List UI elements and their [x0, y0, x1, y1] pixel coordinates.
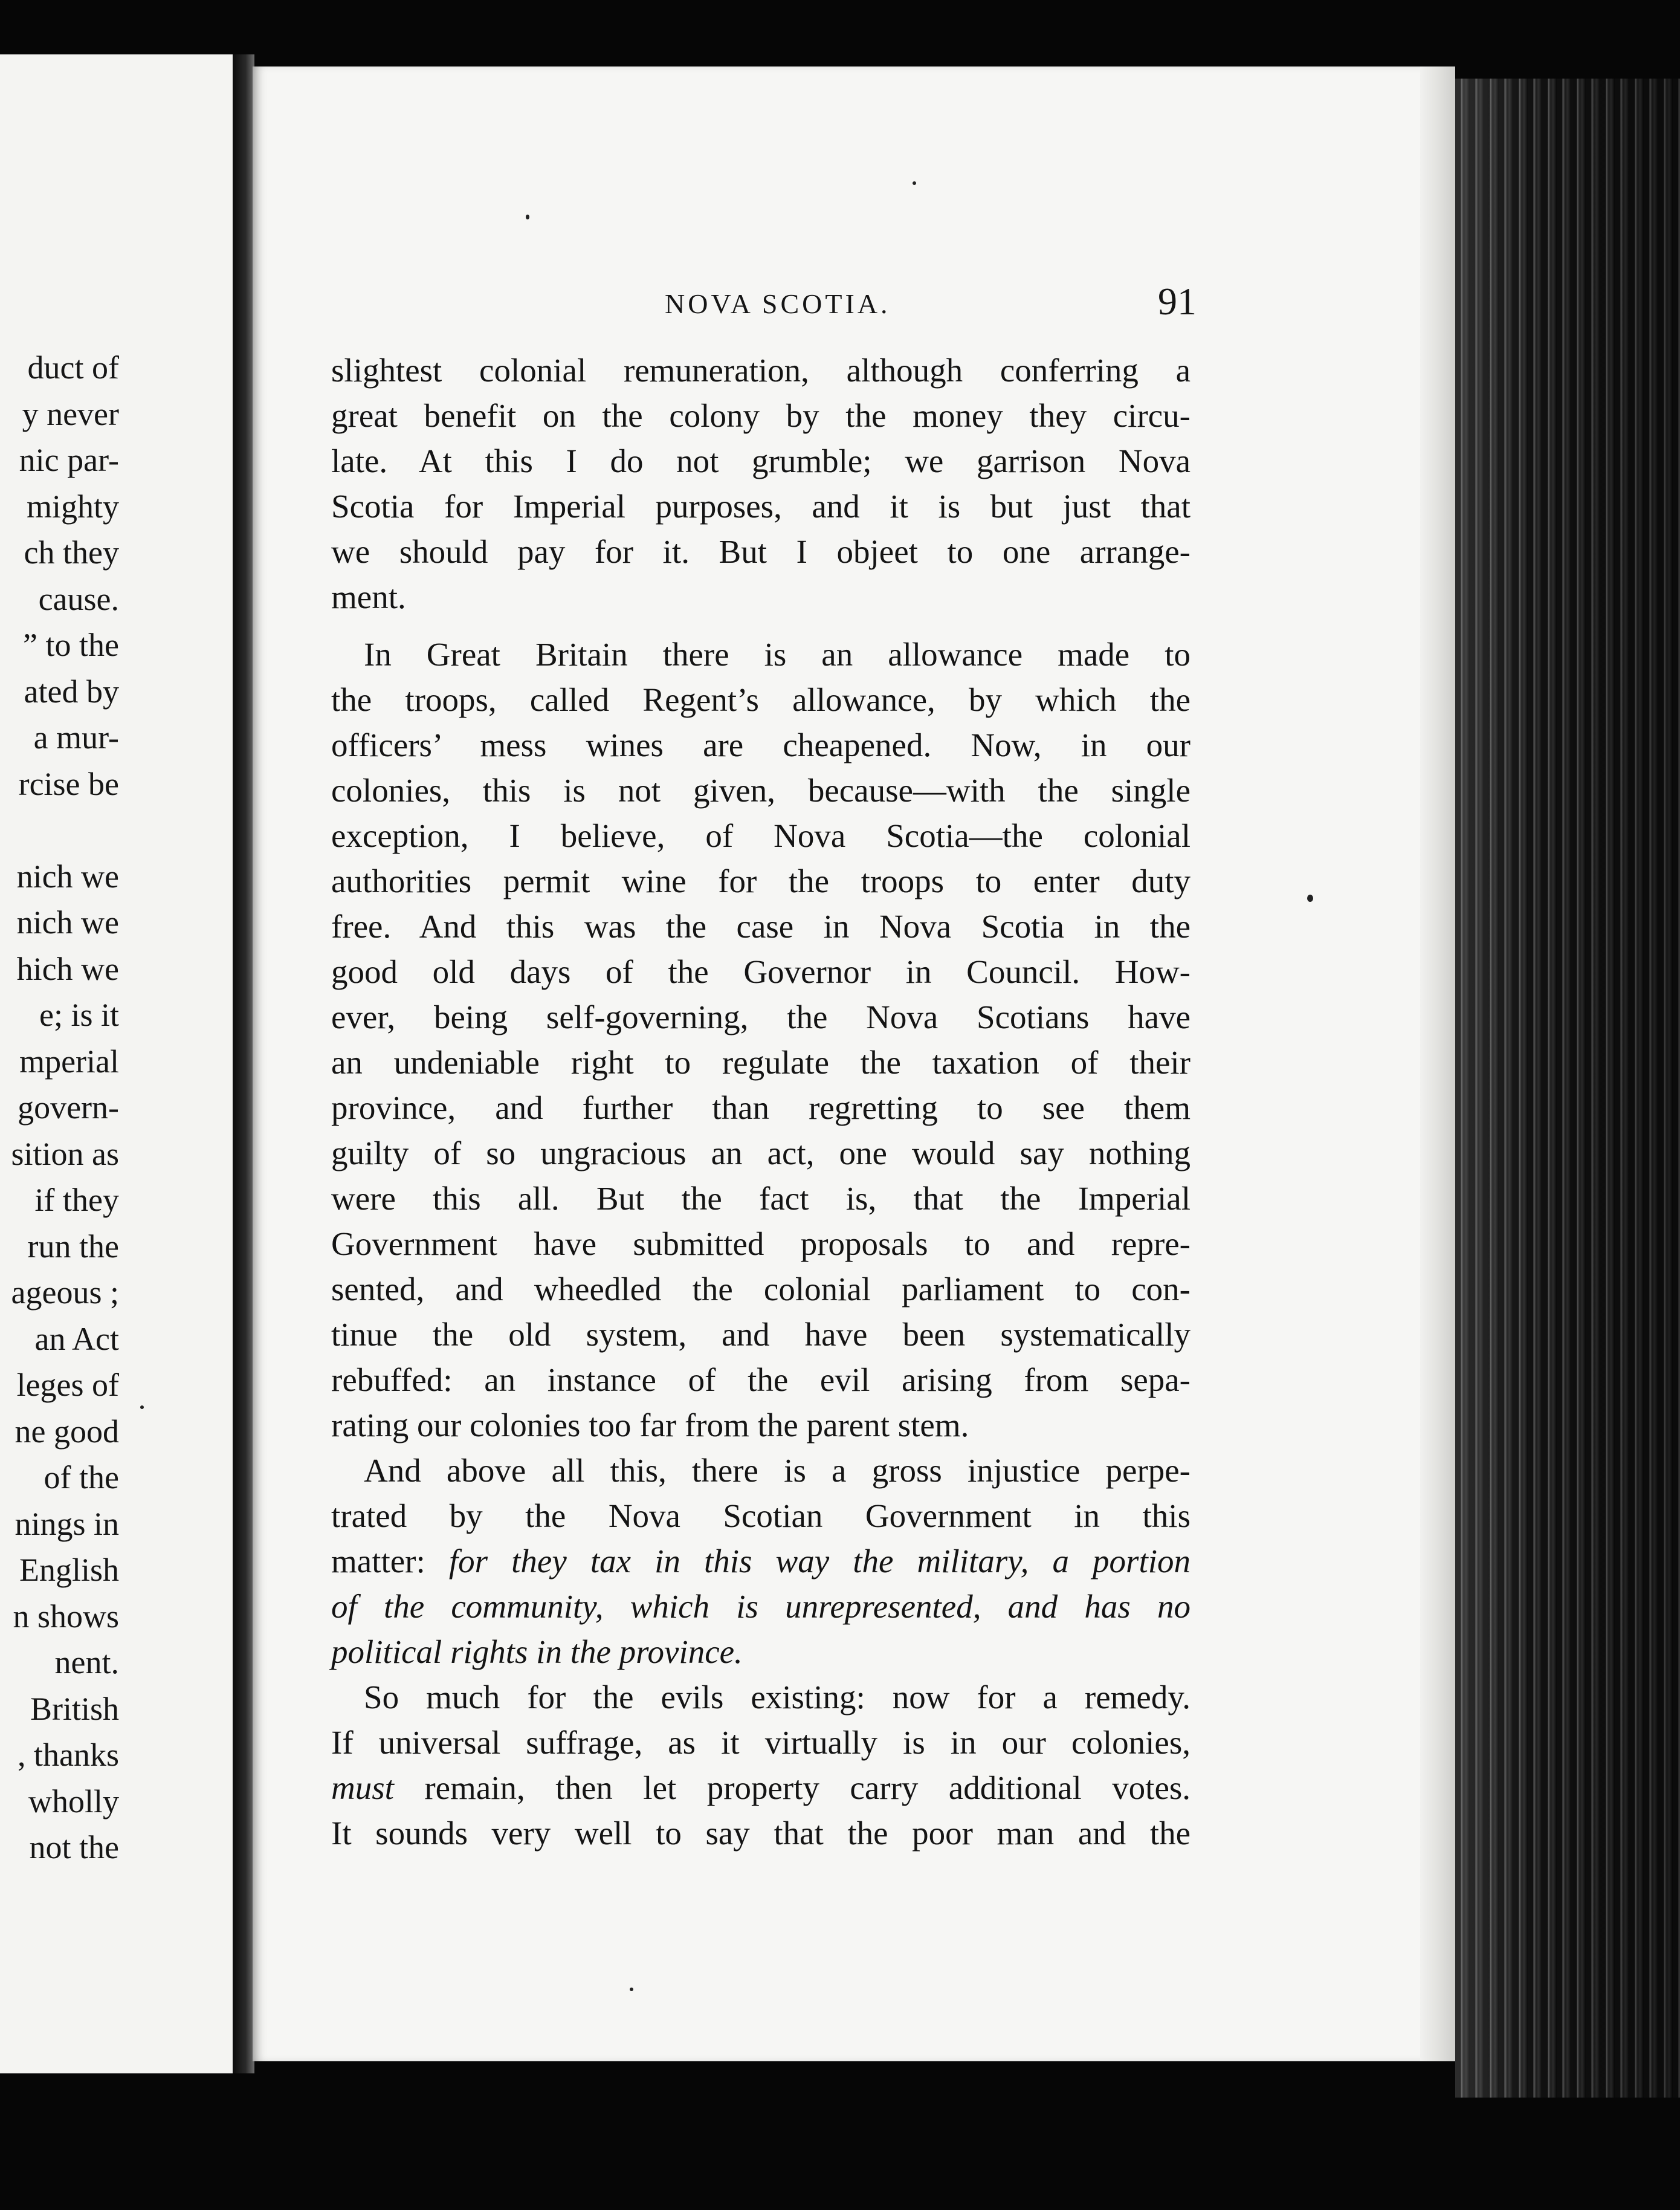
- text-line: rebuffed: an instance of the evil arising from sepa-: [331, 1361, 1191, 1398]
- italic-text-run: for they tax in this way the military, a portion: [448, 1543, 1191, 1580]
- text-line: ment.: [331, 578, 406, 615]
- text-line: exception, I believe, of Nova Scotia—the colonial: [331, 817, 1191, 854]
- italic-text-run: of the community, which is unrepresented, and has no: [331, 1588, 1191, 1625]
- left-page-line: nent.: [54, 1644, 119, 1680]
- text-run: remain, then let property carry additional votes.: [424, 1769, 1191, 1806]
- left-page-line: , thanks: [18, 1737, 119, 1773]
- left-page-line: hich we: [16, 950, 119, 987]
- text-line: the troops, called Regent’s allowance, by which the: [331, 681, 1191, 718]
- scan-speck: [913, 181, 916, 185]
- text-run: matter:: [331, 1543, 425, 1580]
- text-line: So much for the evils existing: now for a remedy.: [364, 1679, 1191, 1716]
- left-page-line: rcise be: [18, 765, 119, 802]
- left-page-line: of the: [44, 1459, 119, 1495]
- text-line: late. At this I do not grumble; we garrison Nova: [331, 442, 1191, 479]
- scan-speck: [526, 215, 529, 219]
- text-line: And above all this, there is a gross injustice perpe-: [364, 1452, 1191, 1489]
- text-line: trated by the Nova Scotian Government in this: [331, 1497, 1191, 1534]
- running-title: NOVA SCOTIA.: [665, 288, 891, 319]
- italic-text-run: must: [331, 1769, 394, 1806]
- left-page-line: ageous ;: [11, 1274, 119, 1311]
- left-page-line: British: [30, 1690, 119, 1727]
- left-page-line: nings in: [15, 1505, 119, 1542]
- book-fore-edge-shading: [1455, 79, 1680, 2098]
- text-line: [331, 1584, 1191, 1629]
- left-page-line: nic par-: [19, 442, 119, 478]
- text-line: officers’ mess wines are cheapened. Now, in our: [331, 727, 1191, 763]
- left-page-text: [0, 345, 119, 1871]
- text-line: guilty of so ungracious an act, one would say nothing: [331, 1135, 1191, 1171]
- text-line: sented, and wheedled the colonial parliament to con-: [331, 1271, 1191, 1308]
- left-page-line: [0, 807, 119, 854]
- left-page-line: cause.: [38, 580, 119, 617]
- left-page-line: e; is it: [39, 997, 119, 1033]
- text-line: rating our colonies too far from the parent stem.: [331, 1407, 969, 1444]
- left-page-line: duct of: [27, 349, 119, 386]
- left-page-line: mperial: [19, 1043, 119, 1080]
- running-head: [338, 280, 1197, 332]
- left-page-line: wholly: [28, 1783, 119, 1820]
- left-page-line: y never: [22, 395, 119, 432]
- text-line: we should pay for it. But I objeet to one arrange-: [331, 533, 1191, 570]
- left-page-line: mighty: [26, 488, 119, 525]
- scan-speck: [630, 1988, 633, 1991]
- text-line: ever, being self-governing, the Nova Scotians have: [331, 999, 1191, 1035]
- text-line: If universal suffrage, as it virtually is in our colonies,: [331, 1724, 1191, 1761]
- left-page-line: not the: [29, 1829, 119, 1865]
- text-line: were this all. But the fact is, that the Imperial: [331, 1180, 1191, 1217]
- left-page-line: an Act: [34, 1320, 119, 1357]
- scan-speck: [1307, 895, 1313, 902]
- book-gutter: [233, 54, 254, 2073]
- page-number: 91: [1158, 280, 1197, 323]
- page-edge-shading: [1420, 66, 1455, 2061]
- left-page-line: ” to the: [23, 627, 119, 663]
- text-line: Government have submitted proposals to and repre-: [331, 1225, 1191, 1262]
- text-line: colonies, this is not given, because—with the single: [331, 772, 1191, 809]
- left-page-line: nich we: [16, 904, 119, 941]
- left-page-line: sition as: [11, 1135, 119, 1172]
- text-line: free. And this was the case in Nova Scotia in the: [331, 908, 1191, 945]
- text-line: good old days of the Governor in Council. How-: [331, 953, 1191, 990]
- left-page-line: ated by: [24, 673, 119, 710]
- left-page-line: if they: [34, 1182, 119, 1218]
- left-page-line: ch they: [24, 534, 119, 571]
- page-body-text: [331, 348, 1191, 1856]
- text-line: [331, 1629, 1191, 1674]
- left-page-line: leges of: [16, 1367, 119, 1403]
- left-page-line: run the: [27, 1228, 119, 1265]
- left-page-line: govern-: [18, 1089, 119, 1126]
- text-line: In Great Britain there is an allowance made to: [364, 636, 1191, 673]
- text-line: Scotia for Imperial purposes, and it is but just that: [331, 488, 1191, 525]
- text-line: province, and further than regretting to see them: [331, 1089, 1191, 1126]
- text-line: [331, 1765, 1191, 1810]
- italic-text-run: political rights in the province.: [331, 1633, 743, 1670]
- text-line: an undeniable right to regulate the taxation of their: [331, 1044, 1191, 1081]
- text-line: tinue the old system, and have been systematically: [331, 1316, 1191, 1353]
- left-page-line: n shows: [13, 1598, 119, 1635]
- text-line: authorities permit wine for the troops to enter duty: [331, 863, 1191, 899]
- left-page-line: English: [19, 1552, 119, 1588]
- text-line: great benefit on the colony by the money they circu-: [331, 397, 1191, 434]
- scan-speck: [140, 1405, 144, 1409]
- text-line: slightest colonial remuneration, although conferring a: [331, 352, 1191, 389]
- left-page-line: nich we: [16, 858, 119, 895]
- text-line: [331, 1538, 1191, 1584]
- left-facing-page: [0, 54, 236, 2073]
- left-page-line: a mur-: [33, 719, 119, 756]
- left-page-line: ne good: [15, 1413, 119, 1450]
- text-line: It sounds very well to say that the poor man and the: [331, 1815, 1191, 1852]
